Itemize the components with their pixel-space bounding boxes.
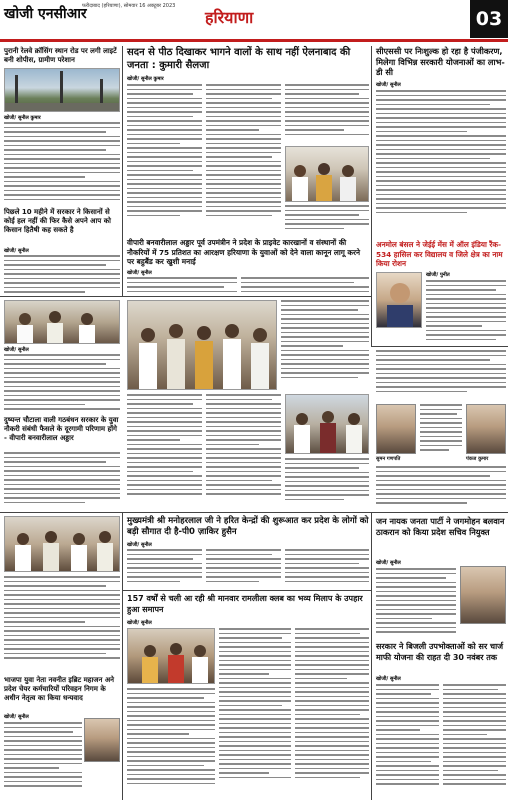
article-body — [285, 549, 369, 589]
group-photo — [285, 394, 369, 454]
gathering-photo — [4, 516, 120, 572]
portrait-photo — [466, 404, 506, 454]
byline: खोजी/ सुनील कुमार — [4, 115, 41, 121]
article-body — [206, 394, 281, 510]
article-body — [285, 205, 369, 235]
paper-name: खोजी एनसीआर — [4, 6, 87, 22]
headline-ram-leela: 157 वर्षों से चली आ रही श्री मानवार रामलीला क्लब का भव्य मिलाप के उपहार हुआ समापन — [127, 594, 363, 614]
article-body — [206, 549, 281, 589]
article-body — [4, 452, 120, 510]
group-photo-drawing — [286, 395, 369, 454]
row-rule — [0, 512, 508, 513]
article-body — [127, 277, 237, 295]
byline: खोजी/ सुनील — [376, 82, 401, 88]
section-title: हरियाणा — [205, 8, 254, 27]
byline: खोजी/ सुनील — [127, 542, 152, 548]
article-body — [443, 684, 506, 798]
article-body — [376, 684, 439, 798]
column-rule — [371, 46, 372, 346]
street-photo — [4, 68, 120, 112]
portrait-photo — [84, 718, 120, 762]
byline: खोजी/ सुनील कुमार — [127, 76, 164, 82]
column-rule — [122, 512, 123, 800]
article-body — [376, 568, 456, 638]
event-photo — [127, 300, 277, 390]
masthead — [0, 0, 508, 42]
meeting-photo-drawing — [5, 301, 120, 344]
article-body — [4, 722, 82, 798]
article-body — [376, 90, 506, 230]
headline-bjp-youth: भाजपा युवा नेता नवनीत इब्रिट महाजन अने प्रदेश चेयर कर्मचारियों परिवहन निगम के अधीन नेतृत्व का किया धन्यवाद — [4, 676, 115, 702]
article-body — [285, 458, 369, 510]
row-rule — [0, 296, 371, 297]
byline: खोजी/ सुनील — [376, 676, 401, 682]
article-body — [426, 280, 506, 344]
column-rule — [122, 46, 123, 296]
portrait-photo — [460, 566, 506, 624]
row-rule — [371, 346, 508, 347]
headline-jjp: जन नायक जनता पार्टी ने जगमोहन बलवान ठाकरान को किया प्रदेश सचिव नियुक्त — [376, 516, 505, 537]
byline: खोजी/ सुनील — [4, 248, 29, 254]
article-body — [4, 354, 120, 414]
portrait-photo — [376, 404, 416, 454]
article-body — [219, 628, 291, 798]
headline-cm-clinics: मुख्यमंत्री श्री मनोहरलाल जी ने हरित केन्द्रों की शुरूआत कर प्रदेश के लोगों को बड़ी सौगात दी है-पी0 ज़ाकिर हुसैन — [127, 516, 369, 537]
byline: खोजी/ सुनील — [376, 560, 401, 566]
article-body — [281, 300, 369, 390]
headline-ten-months: पिछले 10 महीने में सरकार ने किसानों से कोई हल नहीं की फिर कैसे अपने आप को किसान हितैषी कह सकते है — [4, 208, 111, 234]
article-body — [4, 255, 120, 295]
byline: खोजी/ सुनील — [127, 620, 152, 626]
ramleela-photo-drawing — [128, 629, 215, 684]
article-body — [241, 277, 369, 295]
headline-villagers: पुरानी रेलवे क्रॉसिंग स्थान रोड पर लगी लाइटें बनी शोपीस, ग्रामीण परेशान — [4, 47, 117, 64]
student-photo — [376, 272, 422, 328]
headline-youth-jobs: दुष्यन्त चौटाला वाली गठबंधन सरकार के युवा नौकरी संबंधी फैसले के दूरगामी परिणाम होंगे - वीपारी बनवारीलाल अड्डार — [4, 416, 119, 442]
article-body — [127, 688, 215, 798]
row-rule — [123, 590, 371, 591]
headline-anmol: अनमोल बंसल ने जेईई मेंस में ऑल इंडिया रैंक- 534 हासिल कर विद्यालय व जिले क्षेत्र का नाम किया रोशन — [376, 240, 503, 268]
ramleela-photo — [127, 628, 215, 684]
article-body — [4, 576, 120, 670]
article-body — [295, 628, 369, 798]
gathering-photo-drawing — [5, 517, 120, 572]
byline: खोजी/ सुनील — [4, 347, 29, 353]
headline-electricity: सरकार ने बिजली उपभोक्ताओं को सर चार्ज माफी योजना की राहत दी 30 नवंबर तक — [376, 642, 504, 662]
portrait-caption: सुमन गणपति — [376, 456, 401, 462]
article-body — [127, 84, 202, 234]
portrait-caption: पंकज कुमार — [466, 456, 489, 462]
event-photo-drawing — [128, 301, 277, 390]
headline-csc: सीएससी पर निःशुल्क हो रहा है पंजीकरण, मिलेगा विभिन्न सरकारी योजनाओं का लाभ- डी सी — [376, 46, 505, 77]
crowd-photo-drawing — [286, 147, 369, 202]
article-body — [127, 394, 202, 510]
article-body — [420, 404, 462, 464]
byline: खोजी/ पुनीत — [426, 272, 450, 278]
headline-selja: सदन से पीठ दिखाकर भागने वालों के साथ नहीं ऐलनाबाद की जनता : कुमारी सैलजा — [127, 47, 351, 71]
byline: खोजी/ सुनील — [4, 714, 29, 720]
page-number: 03 — [470, 0, 508, 38]
column-rule — [371, 512, 372, 800]
dateline: फरीदाबाद (हरियाणा), सोमवार 16 अक्टूबर 2023 — [82, 3, 176, 9]
crowd-photo — [285, 146, 369, 202]
article-body — [376, 466, 506, 510]
student-photo-drawing — [377, 273, 422, 328]
article-body — [127, 549, 202, 589]
byline: खोजी/ सुनील — [127, 270, 152, 276]
article-body — [376, 350, 506, 400]
street-photo-drawing — [5, 69, 120, 112]
article-body — [206, 84, 281, 234]
article-body — [4, 122, 120, 202]
headline-badshahpur: वीपारी बनवारीलाल अड्डार पूर्व उपमंत्रीन ने प्रदेश के प्राइवेट कारखानों व संस्थानों की नौकरियों में 75 प्रतिशत का आरक्षण हरियाणा के युवाओं को देने वाला कानून लागू करने पर बहुबैंड कर खुशी मनाई — [127, 238, 361, 266]
article-body — [285, 84, 369, 144]
meeting-photo — [4, 300, 120, 344]
